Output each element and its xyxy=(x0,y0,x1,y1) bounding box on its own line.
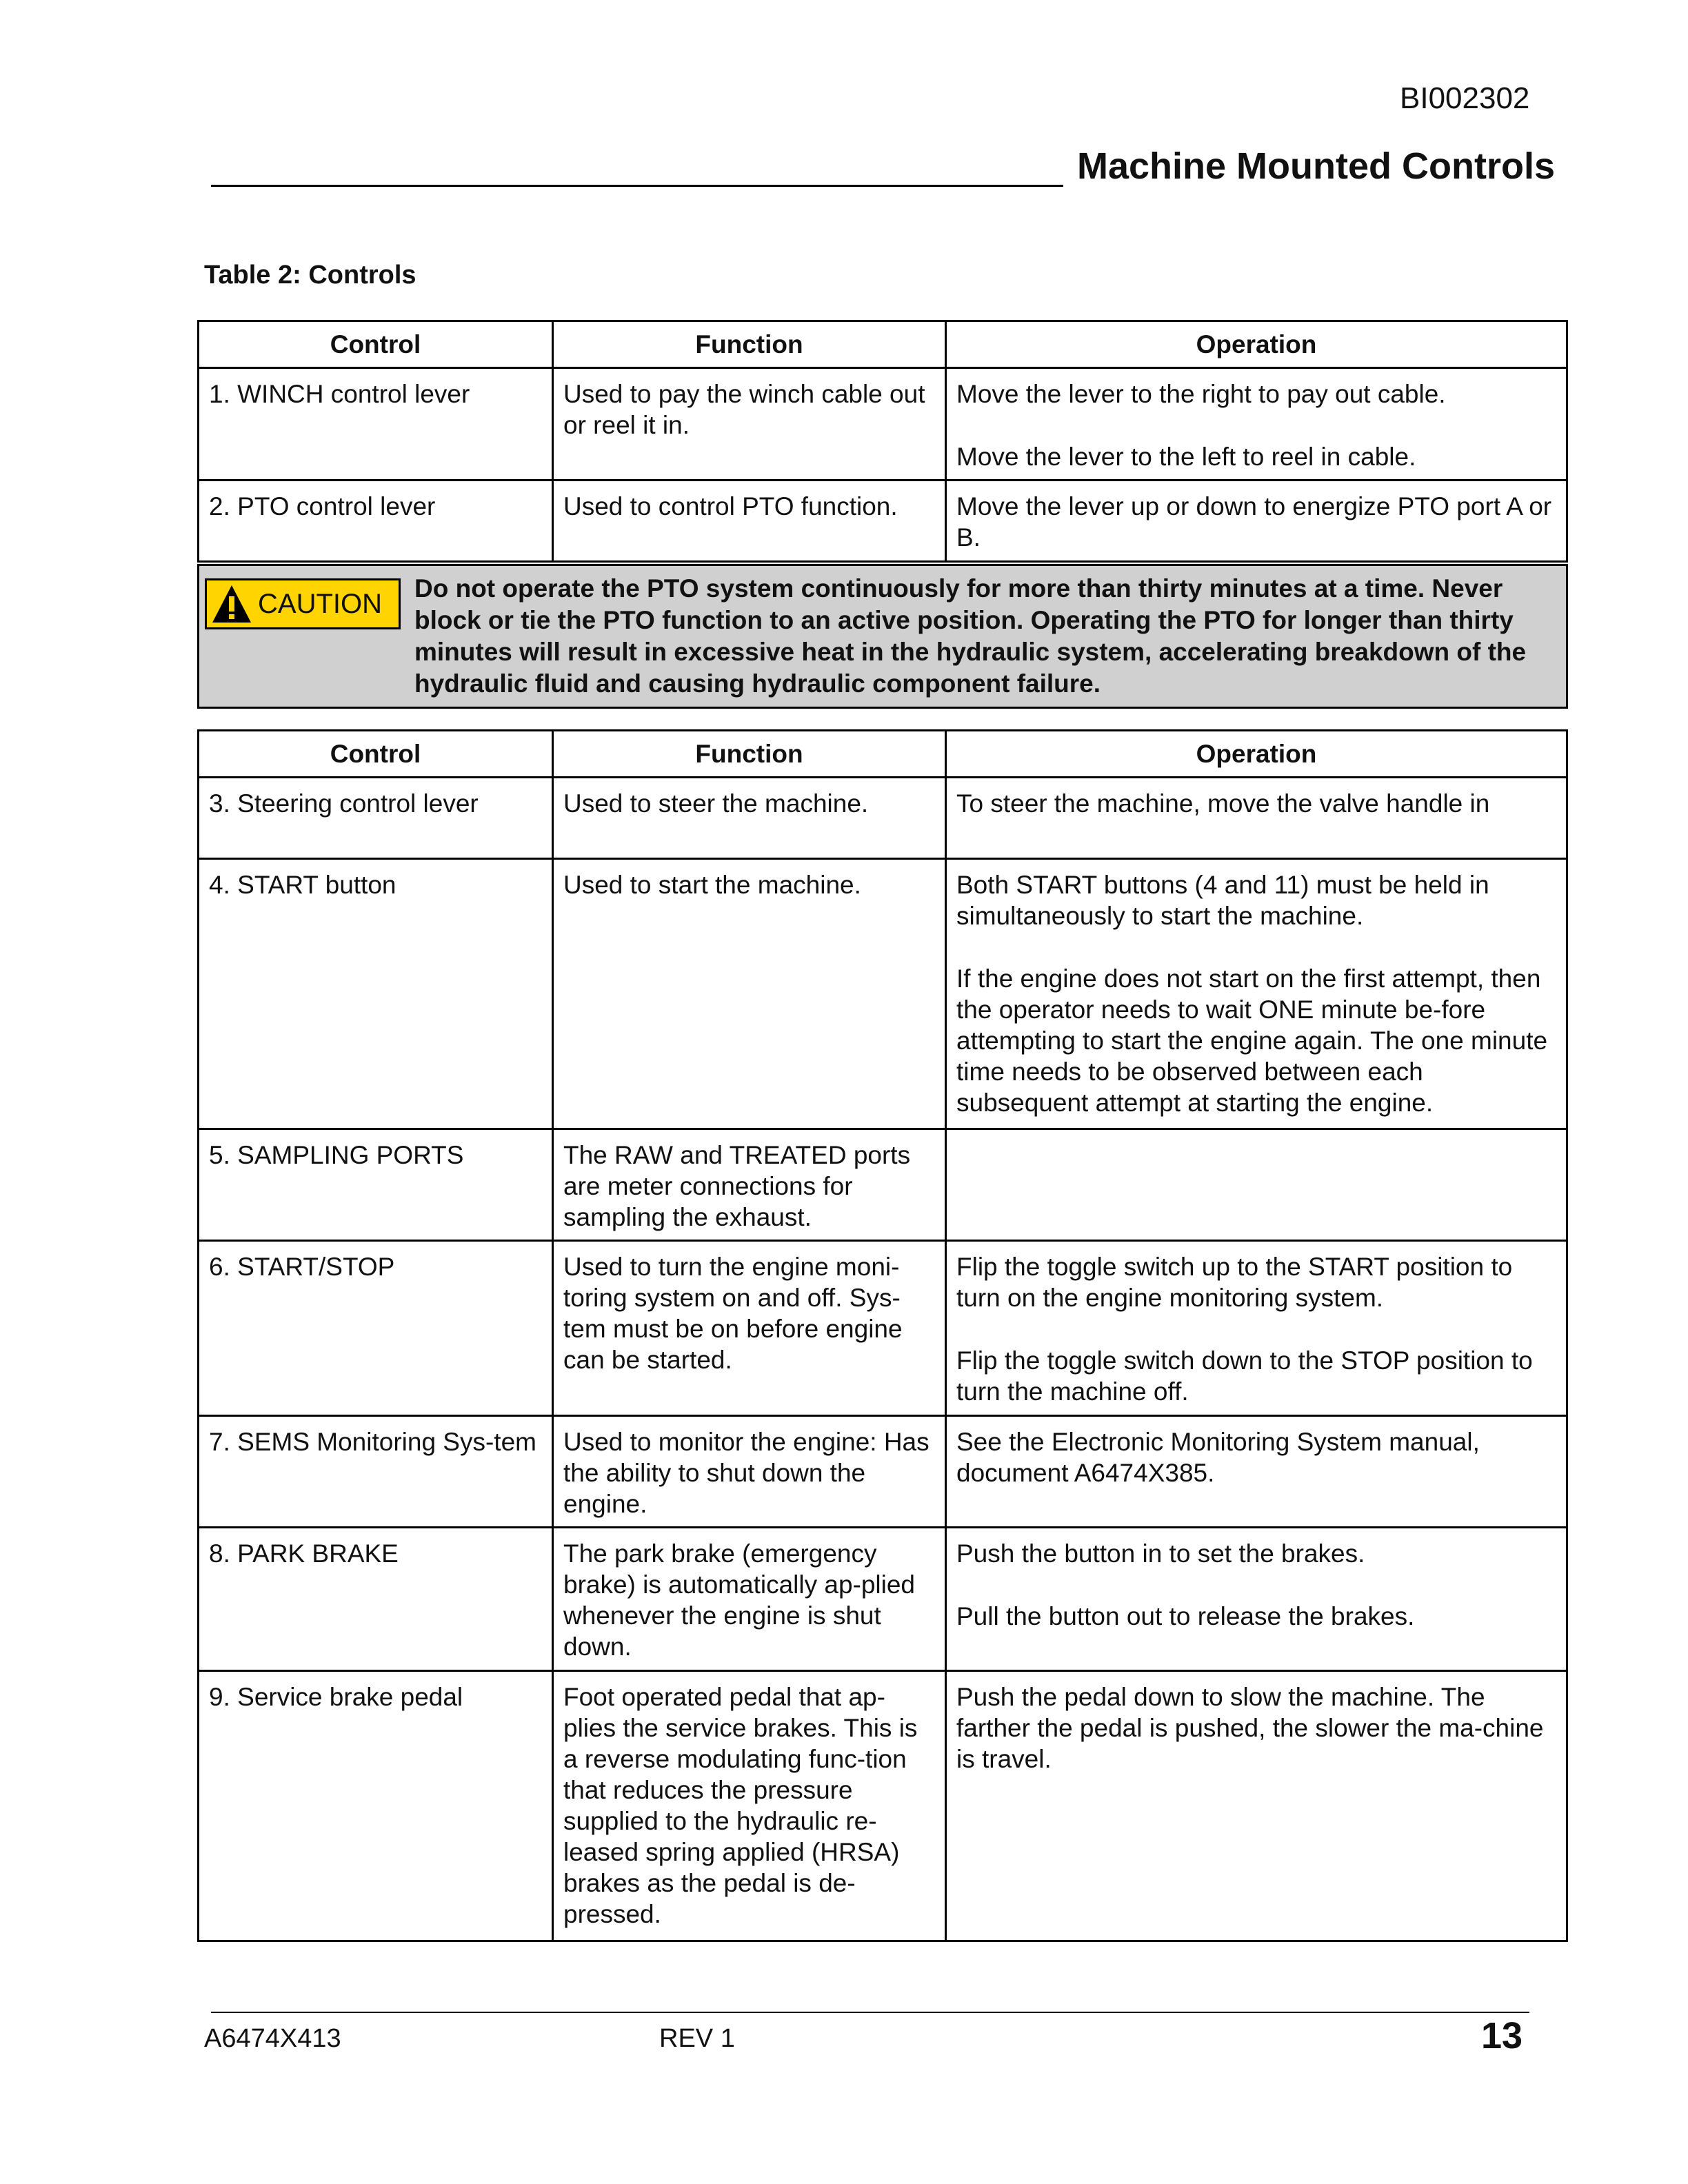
caution-notice xyxy=(197,564,1568,709)
cell-control: 2. PTO control lever xyxy=(199,481,553,562)
operation-paragraph: Push the pedal down to slow the machine. The farther the pedal is pushed, the slower the ma-chine is travel. xyxy=(956,1683,1544,1773)
table-header-row xyxy=(199,731,1567,778)
cell-operation xyxy=(946,1241,1567,1416)
cell-control: 8. PARK BRAKE xyxy=(199,1528,553,1671)
table-row xyxy=(199,368,1567,481)
column-header-function: Function xyxy=(553,731,946,778)
operation-paragraph: Pull the button out to release the brakes. xyxy=(956,1602,1415,1630)
table-row xyxy=(199,859,1567,1129)
cell-function: Used to steer the machine. xyxy=(553,778,946,859)
column-header-control: Control xyxy=(199,731,553,778)
cell-function: Used to start the machine. xyxy=(553,859,946,1129)
controls-table-part-2 xyxy=(197,729,1568,1942)
cell-control: 4. START button xyxy=(199,859,553,1129)
cell-control: 7. SEMS Monitoring Sys-tem xyxy=(199,1416,553,1528)
operation-paragraph: Flip the toggle switch down to the STOP position to turn the machine off. xyxy=(956,1346,1533,1406)
column-header-operation: Operation xyxy=(946,321,1567,368)
cell-function: Used to monitor the engine: Has the ability to shut down the engine. xyxy=(553,1416,946,1528)
operation-paragraph: See the Electronic Monitoring System manual, document A6474X385. xyxy=(956,1428,1480,1487)
table-row xyxy=(199,1416,1567,1528)
header-rule xyxy=(211,185,1063,187)
cell-operation xyxy=(946,778,1567,859)
caution-badge xyxy=(205,578,401,629)
cell-operation xyxy=(946,1416,1567,1528)
table-header-row xyxy=(199,321,1567,368)
operation-paragraph: To steer the machine, move the valve handle in xyxy=(956,789,1490,818)
column-header-function: Function xyxy=(553,321,946,368)
cell-operation xyxy=(946,1129,1567,1241)
cell-function: Used to turn the engine moni-toring system on and off. Sys-tem must be on before engine can be started. xyxy=(553,1241,946,1416)
footer-document-number: A6474X413 xyxy=(204,2024,341,2053)
footer-revision: REV 1 xyxy=(659,2024,735,2053)
section-title: Machine Mounted Controls xyxy=(1077,145,1555,187)
controls-table-part-1 xyxy=(197,320,1568,563)
cell-function: Used to pay the winch cable out or reel it in. xyxy=(553,368,946,481)
cell-control: 9. Service brake pedal xyxy=(199,1671,553,1941)
column-header-control: Control xyxy=(199,321,553,368)
table-row xyxy=(199,1671,1567,1941)
cell-control: 6. START/STOP xyxy=(199,1241,553,1416)
warning-triangle-icon xyxy=(211,584,252,624)
operation-paragraph: Move the lever to the right to pay out cable. xyxy=(956,380,1446,408)
cell-function: The park brake (emergency brake) is automatically ap-plied whenever the engine is shut down. xyxy=(553,1528,946,1671)
table-row xyxy=(199,1528,1567,1671)
page-number: 13 xyxy=(1481,2015,1523,2056)
cell-control: 5. SAMPLING PORTS xyxy=(199,1129,553,1241)
table-row xyxy=(199,1241,1567,1416)
cell-operation xyxy=(946,1528,1567,1671)
cell-operation xyxy=(946,1671,1567,1941)
table-row xyxy=(199,778,1567,859)
cell-function: The RAW and TREATED ports are meter connections for sampling the exhaust. xyxy=(553,1129,946,1241)
operation-paragraph: Both START buttons (4 and 11) must be held in simultaneously to start the machine. xyxy=(956,871,1489,930)
footer-rule xyxy=(211,2012,1529,2013)
cell-operation xyxy=(946,859,1567,1129)
operation-paragraph: Move the lever to the left to reel in cable. xyxy=(956,443,1416,471)
cell-function: Foot operated pedal that ap-plies the service brakes. This is a reverse modulating func-tion that reduces the pressure supplied to the hydraulic re-leased spring applied (HRSA) brakes as the pedal is de-pressed. xyxy=(553,1671,946,1941)
cell-control: 1. WINCH control lever xyxy=(199,368,553,481)
operation-paragraph: Move the lever up or down to energize PTO port A or B. xyxy=(956,492,1552,552)
table-row xyxy=(199,1129,1567,1241)
operation-paragraph: Flip the toggle switch up to the START position to turn on the engine monitoring system. xyxy=(956,1253,1513,1312)
cell-operation xyxy=(946,368,1567,481)
cell-operation xyxy=(946,481,1567,562)
caution-label: CAUTION xyxy=(258,588,382,619)
operation-paragraph: If the engine does not start on the first attempt, then the operator needs to wait ONE minute be-fore attempting to start the engine again. The one minute time needs to be observed between each subsequent attempt at starting the engine. xyxy=(956,964,1548,1117)
document-id: BI002302 xyxy=(1400,81,1530,115)
cell-control: 3. Steering control lever xyxy=(199,778,553,859)
table-caption: Table 2: Controls xyxy=(204,261,416,290)
table-row xyxy=(199,481,1567,562)
column-header-operation: Operation xyxy=(946,731,1567,778)
cell-function: Used to control PTO function. xyxy=(553,481,946,562)
operation-paragraph: Push the button in to set the brakes. xyxy=(956,1539,1365,1568)
caution-text: Do not operate the PTO system continuously for more than thirty minutes at a time. Never block or tie the PTO function to an active position. Operating the PTO for longer than thirty minutes will result in excessive heat in the hydraulic system, accelerating breakdown of the hydraulic fluid and causing hydraulic component failure. xyxy=(414,574,1527,698)
